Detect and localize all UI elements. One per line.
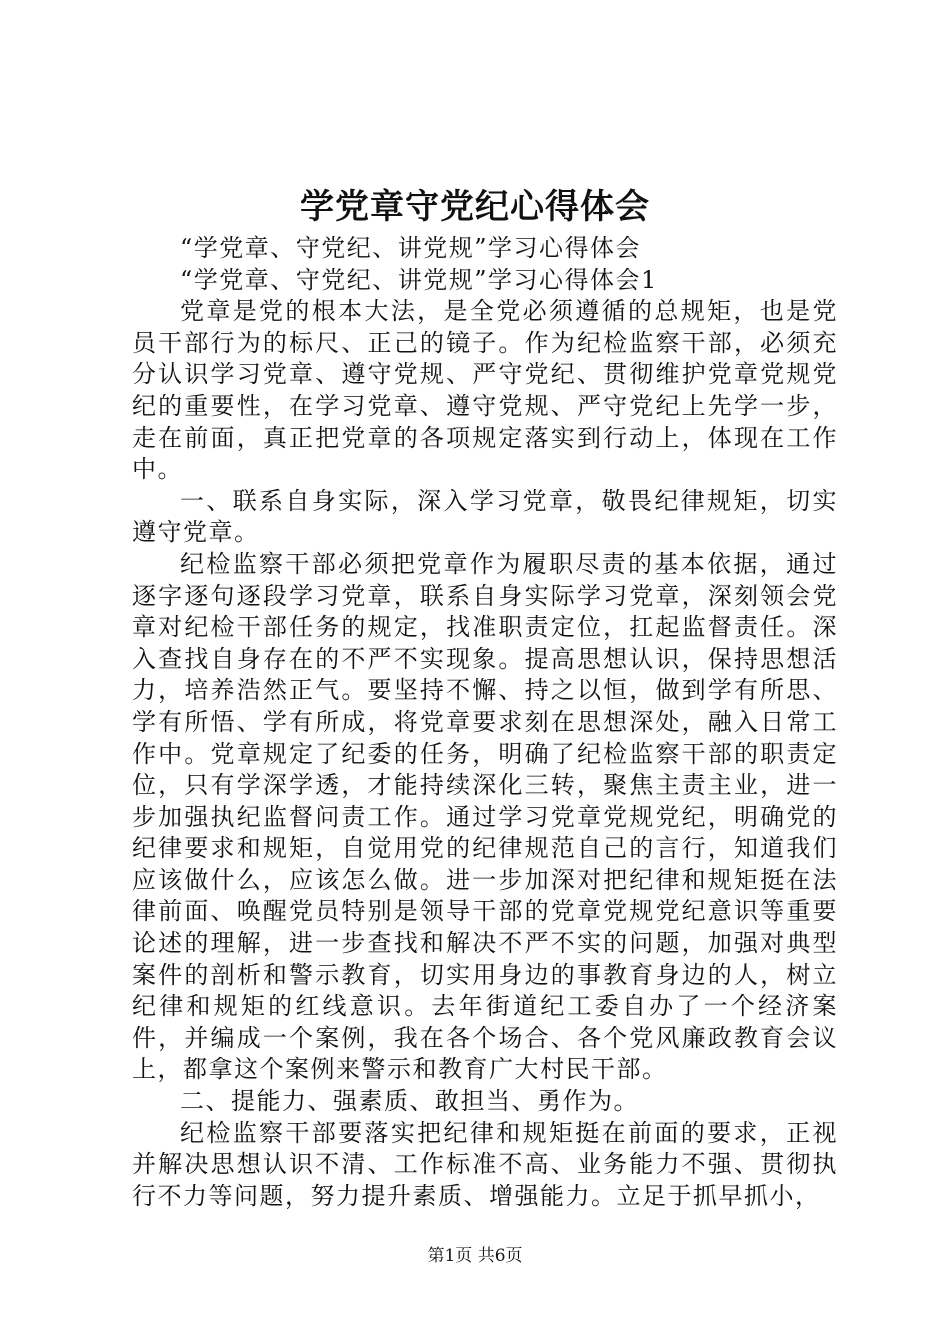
body-paragraph: 纪检监察干部要落实把纪律和规矩挺在前面的要求，正视并解决思想认识不清、工作标准不高、业务能力不强、贯彻执行不力等问题，努力提升素质、增强能力。立足于抓早抓小， — [132, 1118, 838, 1210]
section-heading: 一、联系自身实际，深入学习党章，敬畏纪律规矩，切实遵守党章。 — [132, 486, 838, 547]
subtitle-line: “学党章、守党纪、讲党规”学习心得体会1 — [180, 265, 658, 294]
document-title: 学党章守党纪心得体会 — [300, 187, 650, 227]
body-paragraph: 纪检监察干部必须把党章作为履职尽责的基本依据，通过逐字逐句逐段学习党章，联系自身实际学习党章，深刻领会党章对纪检干部任务的规定，找准职责定位，扛起监督责任。深入查找自身存在的不严不实现象。提高思想认识，保持思想活力，培养浩然正气。要坚持不懈、持之以恒，做到学有所思、学有所悟、学有所成，将党章要求刻在思想深处，融入日常工作中。党章规定了纪委的任务，明确了纪检监察干部的职责定位，只有学深学透，才能持续深化三转，聚焦主责主业，进一步加强执纪监督问责工作。通过学习党章党规党纪，明确党的纪律要求和规矩，自觉用党的纪律规范自己的言行，知道我们应该做什么，应该怎么做。进一步加深对把纪律和规矩挺在法律前面、唤醒党员特别是领导干部的党章党规党纪意识等重要论述的理解，进一步查找和解决不严不实的问题，加强对典型案件的剖析和警示教育，切实用身边的事教育身边的人，树立纪律和规矩的红线意识。去年街道纪工委自办了一个经济案件，并编成一个案例，我在各个场合、各个党风廉政教育会议上，都拿这个案例来警示和教育广大村民干部。 — [132, 549, 838, 1084]
body-paragraph: 党章是党的根本大法，是全党必须遵循的总规矩，也是党员干部行为的标尺、正己的镜子。作为纪检监察干部，必须充分认识学习党章、遵守党规、严守党纪、贯彻维护党章党规党纪的重要性，在学习党章、遵守党规、严守党纪上先学一步，走在前面，真正把党章的各项规定落实到行动上，体现在工作中。 — [132, 297, 838, 484]
subtitle-line: “学党章、守党纪、讲党规”学习心得体会 — [180, 234, 642, 262]
section-heading: 二、提能力、强素质、敢担当、勇作为。 — [180, 1087, 639, 1116]
document-body — [132, 233, 838, 1212]
page-number-footer: 第1页 共6页 — [427, 1246, 523, 1266]
